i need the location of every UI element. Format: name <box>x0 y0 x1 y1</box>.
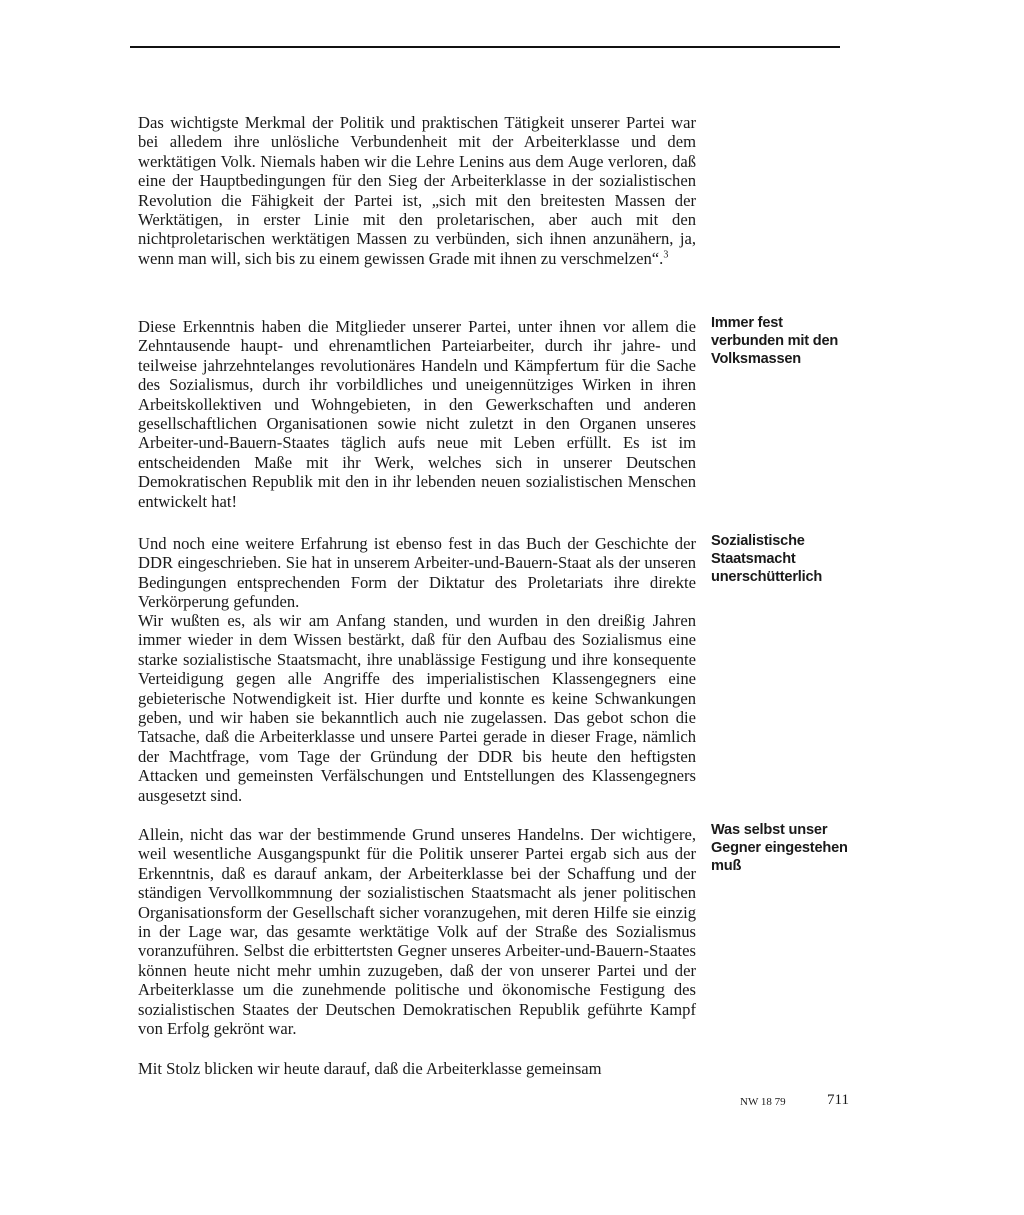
paragraph-state-power: Wir wußten es, als wir am Anfang standen, und wurden in den dreißig Jahren immer wieder in dem Wissen bestärkt, daß für den Aufbau des Sozialismus eine starke sozialistische Staatsmacht, ihre unablässige Festigung und ihre konsequente Verteidigung gegen alle Angriffe des imperialistischen Klassengegners eine gebieterische Notwendigkeit ist. Hier durfte und konnte es keine Schwankungen geben, und wir haben sie bekanntlich auch nie zugelassen. Das gebot schon die Tatsache, daß die Arbeiterklasse und unsere Partei gerade in dieser Frage, nämlich der Machtfrage, vom Tage der Gründung der DDR bis heute den heftigsten Attacken und gemeinsten Verfälschungen und Entstellungen des Klassengegners ausgesetzt sind. <box>138 611 696 805</box>
paragraph-ddr-experience: Und noch eine weitere Erfahrung ist ebenso fest in das Buch der Geschichte der DDR eingeschrieben. Sie hat in unserem Arbeiter-und-Bauern-Staat als der unseren Bedingungen entsprechenden Form der Diktatur des Proletariats ihre direkte Verkörperung gefunden. <box>138 534 696 612</box>
paragraph-decisive-reason: Allein, nicht das war der bestimmende Grund unseres Handelns. Der wichtigere, weil wesentliche Ausgangspunkt für die Politik unserer Partei ergab sich aus der Erkenntnis, daß es darauf ankam, der Arbeiterklasse bei der Schaffung und der ständigen Vervollkommnung der sozialistischen Staatsmacht als jener politischen Organisationsform der Gesellschaft sicher voranzugehen, mit deren Hilfe sie einzig in der Lage war, das gesamte werktätige Volk auf der Straße des Sozialismus voranzuführen. Selbst die erbittertsten Gegner unseres Arbeiter-und-Bauern-Staates können heute nicht mehr umhin zuzugeben, daß der von unserer Partei und der Arbeiterklasse um die zunehmende politische und ökonomische Festigung des sozialistischen Staates der Deutschen Demokratischen Republik geführte Kampf von Erfolg gekrönt war. <box>138 825 696 1039</box>
footer-code: NW 18 79 <box>740 1096 786 1108</box>
margin-heading-gegner: Was selbst unser Gegner eingestehen muß <box>711 822 848 874</box>
margin-heading-volksmassen: Immer fest verbunden mit den Volksmassen <box>711 315 839 367</box>
paragraph-closing: Mit Stolz blicken wir heute darauf, daß die Arbeiterklasse gemeinsam <box>138 1059 602 1078</box>
footnote-marker: 3 <box>663 249 669 261</box>
header-rule <box>130 46 840 48</box>
paragraph-party-members: Diese Erkenntnis haben die Mitglieder unserer Partei, unter ihnen vor allem die Zehntausende haupt- und ehrenamtlichen Parteiarbeiter, durch ihr jahre- und teilweise jahrzehntelanges revolutionäres Handeln und Kämpfertum für die Sache des Sozialismus, durch ihr vorbildliches und uneigennütziges Wirken in ihren Arbeitskollektiven und Wohngebieten, in den Gewerkschaften und anderen gesellschaftlichen Organisationen sowie nicht zuletzt in den Organen unseres Arbeiter-und-Bauern-Staates täglich aufs neue mit Leben erfüllt. Es ist im entscheidenden Maße mit ihr Werk, welches sich in unserer Deutschen Demokratischen Republik mit den in ihr lebenden neuen sozialistischen Menschen entwickelt hat! <box>138 317 696 511</box>
paragraph-text: Das wichtigste Merkmal der Politik und praktischen Tätigkeit unserer Partei war bei alledem ihre unlösliche Verbundenheit mit der Arbeiterklasse und dem werktätigen Volk. Niemals haben wir die Lehre Lenins aus dem Auge verloren, daß eine der Hauptbedingungen für den Sieg der Arbeiterklasse in der sozialistischen Revolution die Fähigkeit der Partei ist, „sich mit den breitesten Massen der Werktätigen, in erster Linie mit den proletarischen, aber auch mit den nichtproletarischen werktätigen Massen zu verbünden, sich ihnen anzunähern, ja, wenn man will, sich bis zu einem gewissen Grade mit ihnen zu verschmelzen“. <box>138 113 696 268</box>
paragraph-lenin-quote <box>138 113 696 268</box>
page-number: 711 <box>827 1092 849 1108</box>
margin-heading-staatsmacht: Sozialistische Staatsmacht unerschütterlich <box>711 533 823 585</box>
